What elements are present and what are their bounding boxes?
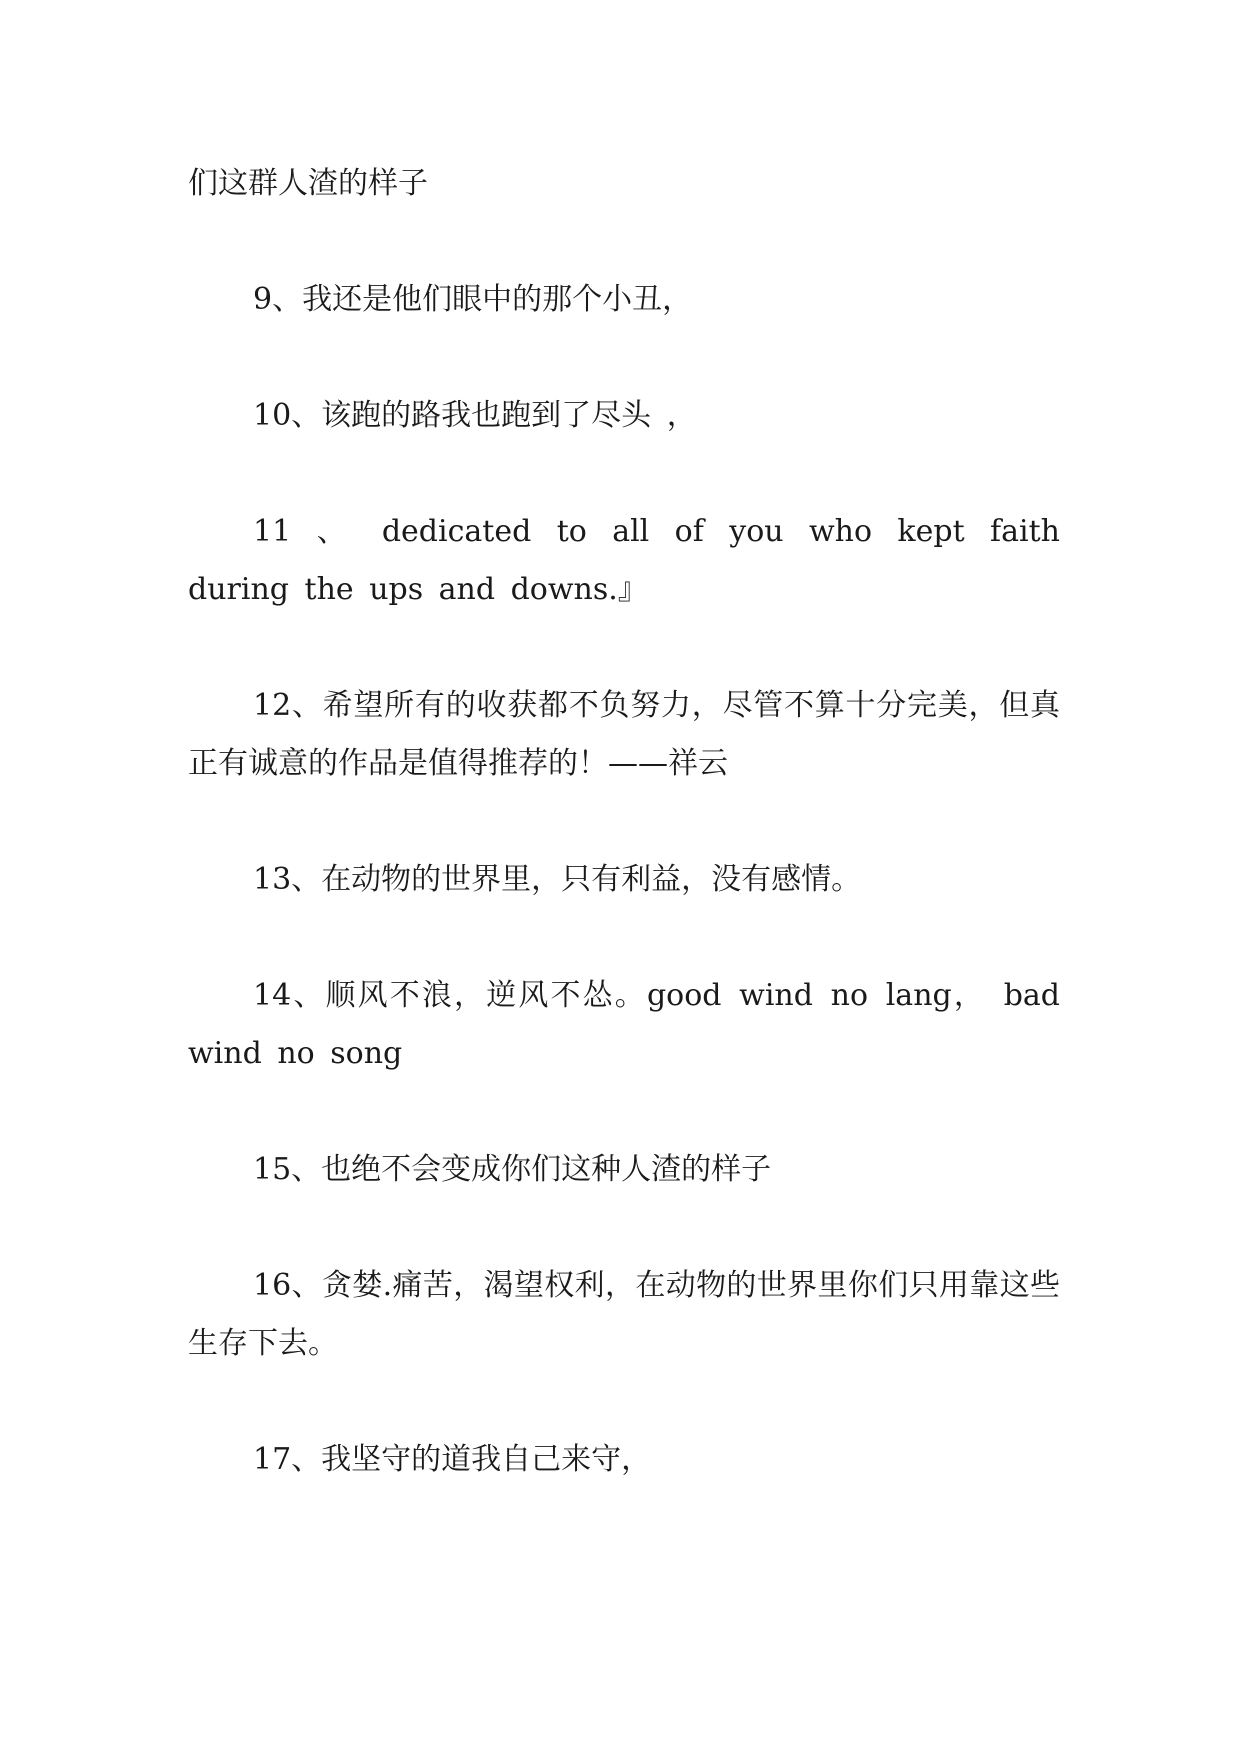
paragraph-item-17: 17、我坚守的道我自己来守， (253, 1442, 652, 1477)
paragraph-item-11: 11 、 dedicated to all of you who kept faith during the ups and downs.』 (188, 514, 1060, 607)
paragraph-item-14: 14、顺风不浪，逆风不怂。good wind no lang， bad wind no song (188, 978, 1060, 1071)
paragraph-item-12: 12、希望所有的收获都不负努力，尽管不算十分完美，但真正有诚意的作品是值得推荐的！——祥云 (188, 688, 1060, 781)
paragraph-item-15: 15、也绝不会变成你们这种人渣的样子 (253, 1152, 772, 1187)
paragraph-continuation: 们这群人渣的样子 (188, 166, 428, 201)
paragraph-item-16: 16、贪婪.痛苦，渴望权利，在动物的世界里你们只用靠这些生存下去。 (188, 1268, 1060, 1361)
document-body (188, 155, 1060, 1547)
paragraph-item-9: 9、我还是他们眼中的那个小丑， (253, 282, 693, 317)
paragraph-item-10: 10、该跑的路我也跑到了尽头 ， (253, 398, 697, 433)
paragraph-item-13: 13、在动物的世界里，只有利益，没有感情。 (253, 862, 862, 897)
